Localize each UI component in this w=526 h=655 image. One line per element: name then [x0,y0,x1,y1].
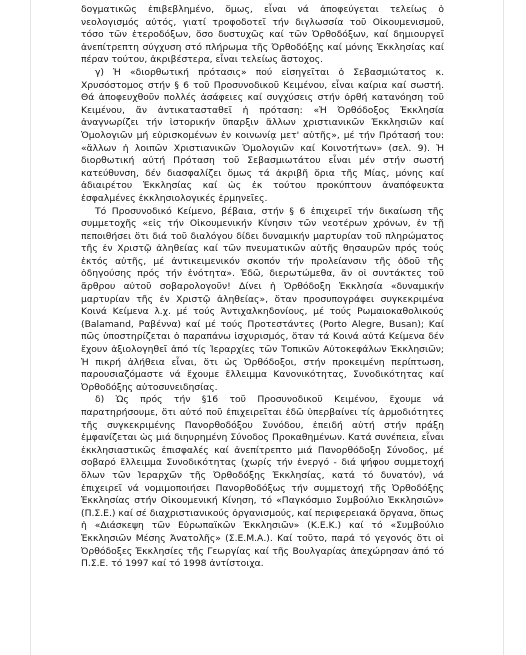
paragraph: δ) Ὡς πρός τήν §16 τοῦ Προσυνοδικοῦ Κειμένου, ἔχουμε νά παρατηρήσουμε, ὅτι αὐτό ποῦ ἐπιχειρεῖται ἐδῶ ὑπερβαίνει τίς ἁρμοδιότητες τῆς συγκεκριμένης Πανορθοδόξου Συνόδου, ἐπειδή αὐτή στήν πράξη ἐμφανίζεται ὡς μιά διηυρημένη Σύνοδος Προκαθημένων. Κατά συνέπεια, εἶναι ἐκκλησιαστικῶς ἐπισφαλές καί ἀνεπίτρεπτο μιά Πανορθόδοξη Σύνοδος, μέ σοβαρό ἔλλειμμα Συνοδικότητας (χωρίς τήν ἐνεργό - διά ψήφου συμμετοχή ὅλων τῶν Ἱεραρχῶν τῆς Ὀρθοδόξης Ἐκκλησίας, κατά τό δυνατόν), νά ἐπιχειρεῖ νά νομιμοποιήσει Πανορθοδόξως τήν συμμετοχή τῆς Ὀρθοδόξης Ἐκκλησίας στήν Οἰκουμενική Κίνηση, τό «Παγκόσμιο Συμβούλιο Ἐκκλησιῶν» (Π.Σ.Ε.) καί σέ διαχριστιανικούς ὀργανισμούς, καί περιφερειακά ὄργανα, ὅπως ἡ «Διάσκεψη τῶν Εὐρωπαϊκῶν Ἐκκλησιῶν» (Κ.Ε.Κ.) καί τό «Συμβούλιο Ἐκκλησιῶν Μέσης Ἀνατολῆς» (Σ.Ε.Μ.Α.). Καί τοῦτο, παρά τό γεγονός ὅτι οἱ Ὀρθόδοξες Ἐκκλησίες τῆς Γεωργίας καί τῆς Βουλγαρίας ἀπεχώρησαν ἀπό τό Π.Σ.Ε. τό 1997 καί τό 1998 ἀντίστοιχα. [81,394,444,570]
paragraph: δογματικῶς ἐπιβεβλημένο, ὅμως, εἶναι νά ἀποφεύγεται τελείως ὁ νεολογισμός αὐτός, γιατί τροφοδοτεῖ τήν διγλωσσία τοῦ Οἰκουμενισμοῦ, τόσο τῶν ἑτεροδόξων, ὅσο δυστυχῶς καί τῶν Ὀρθοδόξων, καί δημιουργεῖ ἀνεπίτρεπτη σύγχυση στό πλήρωμα τῆς Ὀρθοδόξης καί μόνης Ἐκκλησίας καί πέραν τούτου, ἀκριβέστερα, εἶναι τελείως ἄστοχος. [81,4,444,66]
page-edge-left [30,0,31,655]
document-page [81,4,444,571]
paragraph: γ) Ἡ «διορθωτική πρότασις» πού εἰσηγεῖται ὁ Σεβασμιώτατος κ. Χρυσόστομος στήν § 6 τοῦ Προσυνοδικοῦ Κειμένου, εἶναι καίρια καί σωστή. Θά ἀποφευχθοῦν πολλές ἀσάφειες καί συγχύσεις στήν ὀρθή κατανόηση τοῦ Κειμένου, ἄν ἀντικατασταθεῖ ἡ πρόταση: «Ἡ Ὀρθόδοξος Ἐκκλησία ἀναγνωρίζει τήν ἱστορικήν ὕπαρξιν ἄλλων χριστιανικῶν Ἐκκλησιῶν καί Ὁμολογιῶν μή εὑρισκομένων ἐν κοινωνίᾳ μετ' αὐτῆς», μέ τήν Πρότασή του: «ἄλλων ἡ λοιπῶν Χριστιανικῶν Ὁμολογιῶν καί Κοινοτήτων» (σελ. 9). Ἡ διορθωτική αὐτή Πρόταση τοῦ Σεβασμιωτάτου εἶναι μέν στήν σωστή κατεύθυνση, δέν διασφαλίζει ὅμως τά ἀκριβῆ ὅρια τῆς Μίας, μόνης καί ἀδιαιρέτου Ἐκκλησίας καί ὡς ἐκ τούτου προκύπτουν ἀναπόφευκτα ἐσφαλμένες ἐκκλησιολογικές ἑρμηνεῖες. [81,66,444,204]
paragraph: Τό Προσυνοδικό Κείμενο, βέβαια, στήν § 6 ἐπιχειρεῖ τήν δικαίωση τῆς συμμετοχῆς «εἰς τήν Οἰκουμενικήν Κίνησιν τῶν νεοτέρων χρόνων, ἐν τῇ πεποιθήσει ὅτι διά τοῦ διαλόγου δίδει δυναμικήν μαρτυρίαν τοῦ πληρώματος τῆς ἐν Χριστῷ ἀληθείας καί τῶν πνευματικῶν αὐτῆς θησαυρῶν πρός τούς ἐκτός αὐτῆς, μέ ἀντικειμενικόν σκοπόν τήν προλείανσιν τῆς ὁδοῦ τῆς ὁδηγούσης πρός τήν ἑνότητα». Ἐδῶ, διερωτώμεθα, ἄν οἱ συντάκτες τοῦ ἄρθρου αὐτοῦ σοβαρολογοῦν! Δίνει ἡ Ὀρθόδοξη Ἐκκλησία «δυναμικήν μαρτυρίαν τῆς ἐν Χριστῷ ἀληθείας», ὅταν προσυπογράφει συγκεκριμένα Κοινά Κείμενα λ.χ. μέ τούς Ἀντιχαλκηδονίους, μέ τούς Ρωμαιοκαθολικούς (Balamand, Ραβέννα) καί μέ τούς Προτεστάντες (Porto Alegre, Busan); Καί πῶς ὑποστηρίζεται ὁ παραπάνω ἰσχυρισμός, ὅταν τά Κοινά αὐτά Κείμενα δέν ἔχουν ἀξιολογηθεῖ ἀπό τίς Ἱεραρχίες τῶν Τοπικῶν Αὐτοκεφάλων Ἐκκλησιῶν; Ἡ πικρή ἀλήθεια εἶναι, ὅτι ὡς Ὀρθόδοξοι, στήν προκειμένη περίπτωση, παρουσιαζόμαστε νά ἔχουμε ἔλλειμμα Κανονικότητας, Συνοδικότητας καί Ὀρθοδόξης αὐτοσυνειδησίας. [81,205,444,393]
page-edge-right [503,0,504,655]
